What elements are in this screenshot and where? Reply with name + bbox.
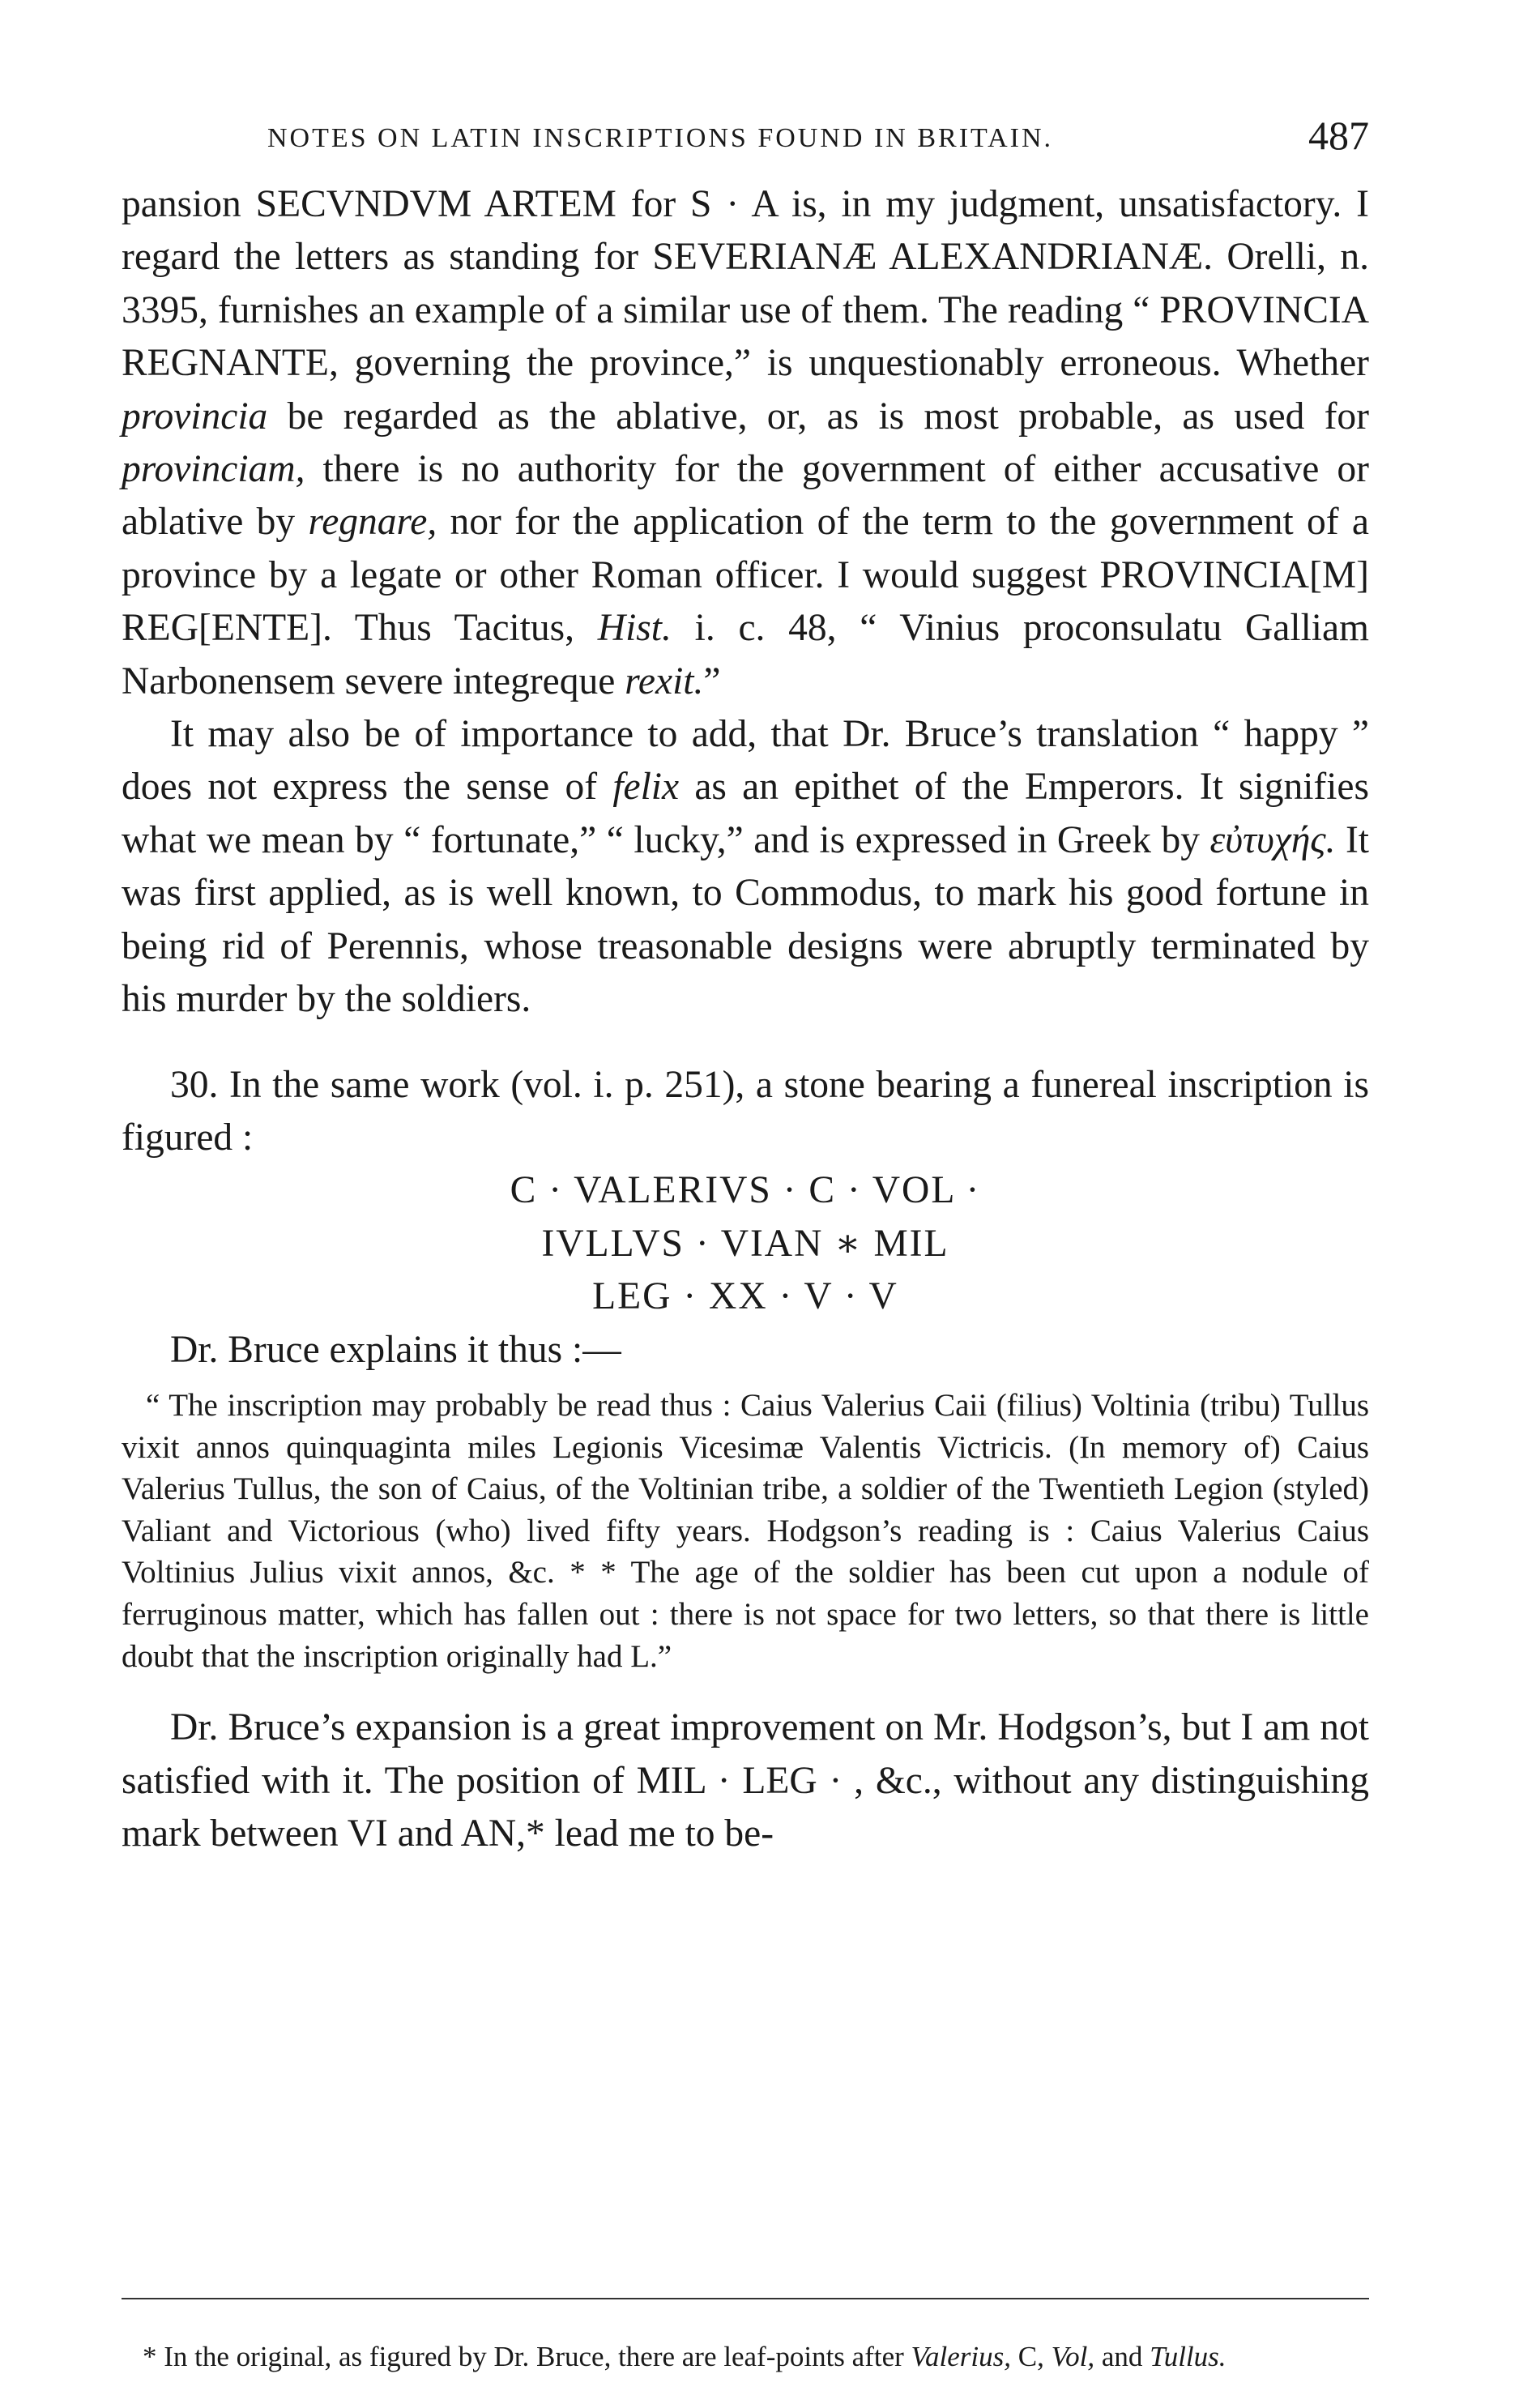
italic-run: provincia xyxy=(122,395,268,438)
inscription-line: C · VALERIVS · C · VOL · xyxy=(510,1169,981,1212)
text-run: i. c. 48, “ Vinius proconsulatu Galliam Narbonensem severe integreque xyxy=(122,607,1370,702)
footnote xyxy=(122,2339,1369,2375)
text-run: It was first applied, as is well known, to Commodus, to mark his good fortune in being rid of Perennis, whose treasonable designs were abruptly terminated by his murder by the soldiers. xyxy=(122,818,1369,1021)
text-run: be regarded as the ablative, or, as is most probable, as used for xyxy=(267,395,1369,438)
italic-run: Hist. xyxy=(597,607,672,650)
paragraph-continued xyxy=(122,178,1369,708)
page-number: 487 xyxy=(1308,113,1369,158)
text-run: as an epithet of the Emperors. It signifies what we mean by “ fortunate,” “ lucky,” and is expressed in Greek by xyxy=(122,766,1369,861)
page-header xyxy=(122,112,1369,169)
text-run: nor for the application of the term to the government of a province by a legate or other Roman officer. I would suggest PROVINCIA[M] REG[ENTE]. Thus Tacitus, xyxy=(122,501,1369,650)
italic-run: regnare, xyxy=(308,501,437,544)
paragraph-section-30: 30. In the same work (vol. i. p. 251), a stone bearing a funereal inscription is figured : xyxy=(122,1063,1369,1159)
text-run: * In the original, as figured by Dr. Bruce, there are leaf-points after xyxy=(143,2341,911,2372)
block-quote xyxy=(122,1385,1369,1677)
inscription-line: IVLLVS · VIAN ∗ MIL xyxy=(541,1222,949,1265)
inscription-line: LEG · XX · V · V xyxy=(592,1275,898,1318)
italic-run: Valerius, xyxy=(911,2341,1012,2372)
paragraph-expansion: Dr. Bruce’s expansion is a great improvement on Mr. Hodgson’s, but I am not satisfied with it. The position of MIL · LEG · , &c., without any distinguishing mark between VI and AN,* lead me to be- xyxy=(122,1706,1369,1855)
footnote-rule xyxy=(122,2298,1369,2299)
italic-run: rexit. xyxy=(625,660,704,702)
paragraph-bruce-intro: Dr. Bruce explains it thus :— xyxy=(170,1328,621,1371)
main-text xyxy=(122,178,1369,1860)
text-run: It may also be of importance to add, that Dr. Bruce’s translation “ happy ” does not express the sense of xyxy=(122,713,1369,809)
running-head: NOTES ON LATIN INSCRIPTIONS FOUND IN BRITAIN. xyxy=(267,123,1053,153)
italic-run: Vol, xyxy=(1051,2341,1095,2372)
section-gap xyxy=(122,1027,1369,1059)
text-run: pansion SECVNDVM ARTEM for S · A is, in my judgment, unsatisfactory. I regard the letters as standing for SEVERIANÆ ALEXANDRIANÆ. Orelli, n. 3395, furnishes an example of a similar use of them. The reading “ PROVINCIA REGNANTE, governing the province,” is unquestionably erroneous. Whether xyxy=(122,183,1369,385)
text-run: and xyxy=(1094,2341,1150,2372)
text-run: C, xyxy=(1011,2341,1052,2372)
italic-run: felix xyxy=(612,766,680,809)
quote-text: “ The inscription may probably be read thus : Caius Valerius Caii (filius) Voltinia (tribu) Tullus vixit annos quinquaginta miles Legionis Vicesimæ Valentis Victricis. (In memory of) Caius Valerius Tullus, the son of Caius, of the Voltinian tribe, a soldier of the Twentieth Legion (styled) Valiant and Victorious (who) lived fifty years. Hodgson’s reading is : Caius Valerius Caius Voltinius Julius vixit annos, &c. * * The age of the soldier has been cut upon a nodule of ferruginous matter, which has fallen out : there is not space for two letters, so that there is little doubt that the inscription originally had L.” xyxy=(122,1387,1369,1674)
italic-run: Tullus. xyxy=(1150,2341,1227,2372)
paragraph-felix xyxy=(122,708,1369,1026)
greek-word: εὐτυχής. xyxy=(1209,818,1336,861)
text-run: there is no authority for the government of either accusative or ablative by xyxy=(122,448,1369,544)
text-run: ” xyxy=(703,660,721,702)
italic-run: provinciam, xyxy=(122,448,305,491)
